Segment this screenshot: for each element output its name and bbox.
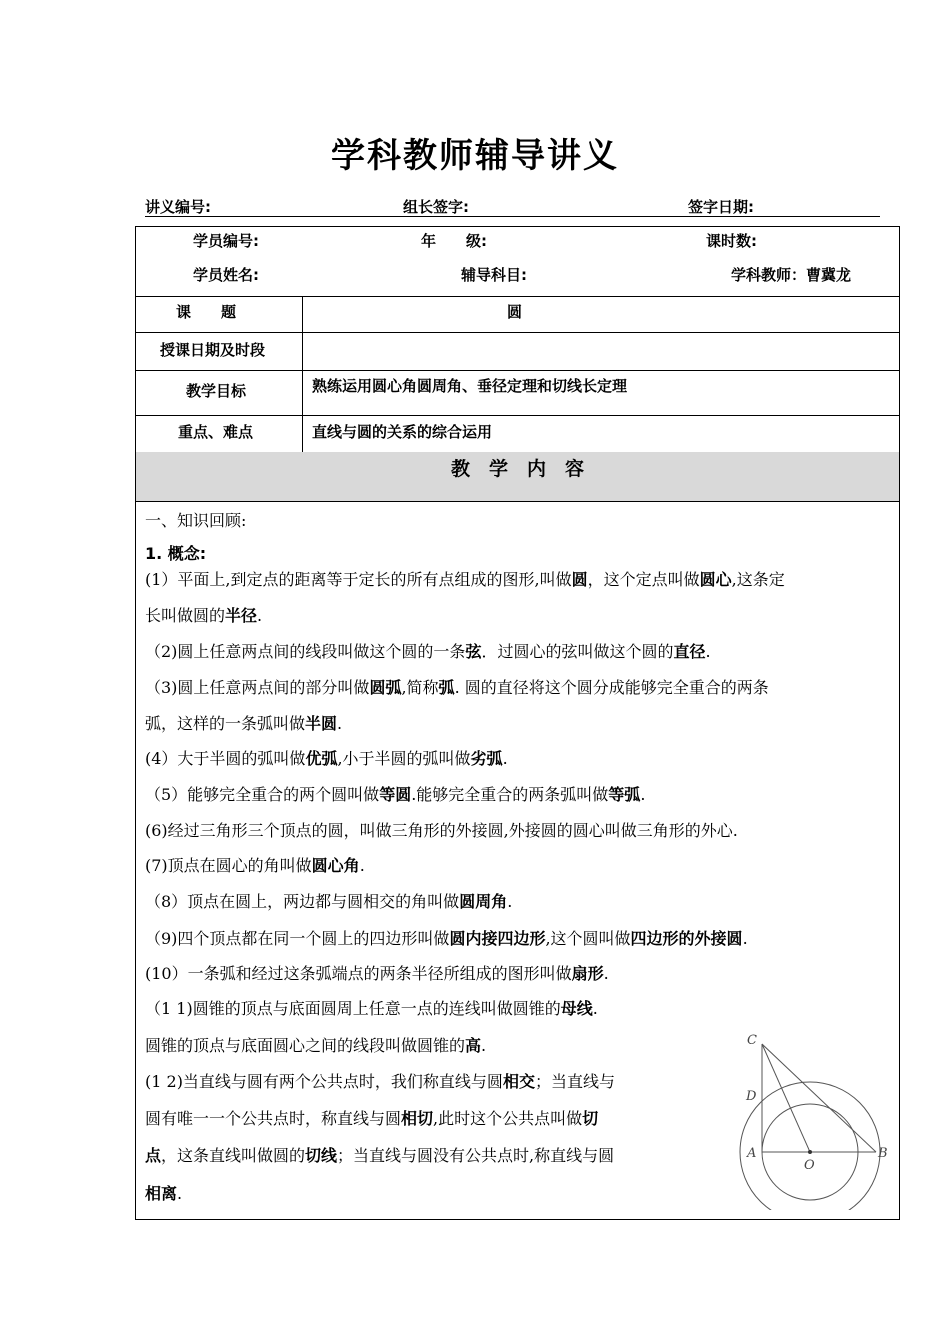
term: 等圆 (379, 785, 412, 804)
text: ,这条定 (731, 570, 785, 589)
text: (4）大于半圆的弧叫做 (145, 749, 306, 768)
divider (135, 501, 900, 502)
outer-circle (740, 1082, 880, 1210)
concept-line-8 (145, 889, 512, 912)
term: 相交 (502, 1072, 535, 1091)
text: ,这个圆叫做 (545, 929, 631, 948)
text: . (481, 1036, 487, 1055)
term: 圆心角 (311, 856, 360, 875)
concept-line-11b (145, 1033, 486, 1056)
text: . (507, 892, 513, 911)
concept-line-9 (145, 926, 748, 949)
concept-line-12c (145, 1143, 614, 1166)
label-o: O (804, 1158, 815, 1173)
concept-heading-text: 1. 概念: (145, 544, 207, 563)
concept-line-1a (145, 567, 785, 590)
text: ；当直线与圆没有公共点时,称直线与圆 (337, 1146, 615, 1165)
handout-no-label: 讲义编号: (145, 198, 211, 216)
tangent-circle-figure (733, 1030, 893, 1210)
term: 扇形 (571, 964, 604, 983)
text: (1 2)当直线与圆有两个公共点时，我们称直线与圆 (145, 1072, 503, 1091)
term: 优弧 (305, 749, 338, 768)
section-title: 教 学 内 容 (450, 458, 584, 480)
text: . (640, 785, 646, 804)
student-no-label: 学员编号: (193, 232, 259, 250)
term: 弦 (465, 642, 482, 661)
center-point (808, 1150, 812, 1154)
text: ．过圆心的弦叫做这个圆的 (481, 642, 674, 661)
concept-line-12a (145, 1069, 615, 1092)
label-d: D (746, 1089, 757, 1104)
divider (135, 415, 900, 416)
text: . (603, 964, 609, 983)
term: 点 (145, 1146, 162, 1165)
page-title: 学科教师辅导讲义 (331, 136, 619, 176)
text: ,小于半圆的弧叫做 (337, 749, 471, 768)
topic-value: 圆 (507, 303, 523, 321)
teacher-label: 学科教师：曹冀龙 (731, 266, 852, 284)
key-label: 重点、难点 (178, 423, 254, 441)
text: .能够完全重合的两条弧叫做 (411, 785, 609, 804)
term: 高 (465, 1036, 482, 1055)
class-hours-label: 课时数: (706, 232, 757, 250)
term: 相离 (145, 1184, 178, 1203)
concept-line-5 (145, 782, 645, 805)
text: ,简称 (401, 678, 439, 697)
text: . (592, 999, 598, 1018)
divider (302, 296, 303, 452)
text: （8）顶点在圆上，两边都与圆相交的角叫做 (145, 892, 460, 911)
segment-co (762, 1044, 810, 1152)
text: . (502, 749, 508, 768)
text: （2)圆上任意两点间的线段叫做这个圆的一条 (145, 642, 466, 661)
leader-sign-label: 组长签字: (403, 198, 469, 216)
term: 切 (582, 1109, 599, 1128)
text: 圆有唯一一个公共点时，称直线与圆 (145, 1109, 402, 1128)
label-c: C (747, 1033, 757, 1048)
concept-line-7 (145, 853, 365, 876)
term: 半径 (225, 606, 258, 625)
goal-value: 熟练运用圆心角圆周角、垂径定理和切线长定理 (312, 377, 628, 395)
concept-line-11a (145, 996, 598, 1019)
text: ，这个定点叫做 (587, 570, 700, 589)
divider (135, 332, 900, 333)
term: 等弧 (608, 785, 641, 804)
term: 直径 (673, 642, 706, 661)
text: 圆锥的顶点与底面圆心之间的线段叫做圆锥的 (145, 1036, 466, 1055)
term: 圆弧 (369, 678, 402, 697)
goal-label: 教学目标 (186, 382, 247, 400)
grade-label: 年 级: (421, 232, 487, 250)
text: ，这条直线叫做圆的 (161, 1146, 306, 1165)
concept-heading (145, 541, 206, 564)
term: 劣弧 (470, 749, 503, 768)
divider (135, 370, 900, 371)
term: 圆 (571, 570, 588, 589)
sign-date-label: 签字日期: (688, 198, 754, 216)
text: . (705, 642, 711, 661)
label-b: B (878, 1146, 888, 1161)
concept-line-3b (145, 711, 342, 734)
text: （5）能够完全重合的两个圆叫做 (145, 785, 380, 804)
text: （3)圆上任意两点间的部分叫做 (145, 678, 370, 697)
term: 母线 (560, 999, 593, 1018)
concept-line-10 (145, 961, 609, 984)
text: . (359, 856, 365, 875)
text: (6)经过三角形三个顶点的圆，叫做三角形的外接圆,外接圆的圆心叫做三角形的外心. (145, 821, 738, 840)
text: （1 1)圆锥的顶点与底面圆周上任意一点的连线叫做圆锥的 (145, 999, 561, 1018)
text: . (742, 929, 748, 948)
review-text: 一、知识回顾: (145, 511, 247, 530)
text: . (177, 1184, 183, 1203)
meta-row (145, 196, 880, 217)
text: 长叫做圆的 (145, 606, 226, 625)
concept-line-6 (145, 818, 738, 841)
student-name-label: 学员姓名: (193, 266, 259, 284)
text: （9)四个顶点都在同一个圆上的四边形叫做 (145, 929, 450, 948)
topic-label: 课 题 (176, 303, 237, 321)
concept-line-4 (145, 746, 508, 769)
term: 半圆 (305, 714, 338, 733)
review-heading (145, 508, 246, 531)
concept-line-3a (145, 675, 769, 698)
term: 相切 (401, 1109, 434, 1128)
text: 弧，这样的一条弧叫做 (145, 714, 306, 733)
term: 圆内接四边形 (449, 929, 546, 948)
label-a: A (747, 1146, 757, 1161)
subject-label: 辅导科目: (461, 266, 527, 284)
segment-cb (762, 1044, 876, 1152)
text: (7)顶点在圆心的角叫做 (145, 856, 312, 875)
text: ,此时这个公共点叫做 (433, 1109, 583, 1128)
term: 切线 (305, 1146, 338, 1165)
term: 圆周角 (459, 892, 508, 911)
divider (135, 296, 900, 297)
text: (1）平面上,到定点的距离等于定长的所有点组成的图形,叫做 (145, 570, 572, 589)
term: 四边形的外接圆 (630, 929, 743, 948)
concept-line-1b (145, 603, 262, 626)
text: . 圆的直径将这个圆分成能够完全重合的两条 (454, 678, 769, 697)
concept-line-12d (145, 1181, 182, 1204)
text: . (257, 606, 263, 625)
term: 圆心 (699, 570, 732, 589)
term: 弧 (438, 678, 455, 697)
date-label: 授课日期及时段 (160, 341, 266, 359)
key-value: 直线与圆的关系的综合运用 (312, 423, 493, 441)
text: (10）一条弧和经过这条弧端点的两条半径所组成的图形叫做 (145, 964, 572, 983)
text: ；当直线与 (534, 1072, 615, 1091)
concept-line-2 (145, 639, 711, 662)
concept-line-12b (145, 1106, 598, 1129)
text: . (337, 714, 343, 733)
